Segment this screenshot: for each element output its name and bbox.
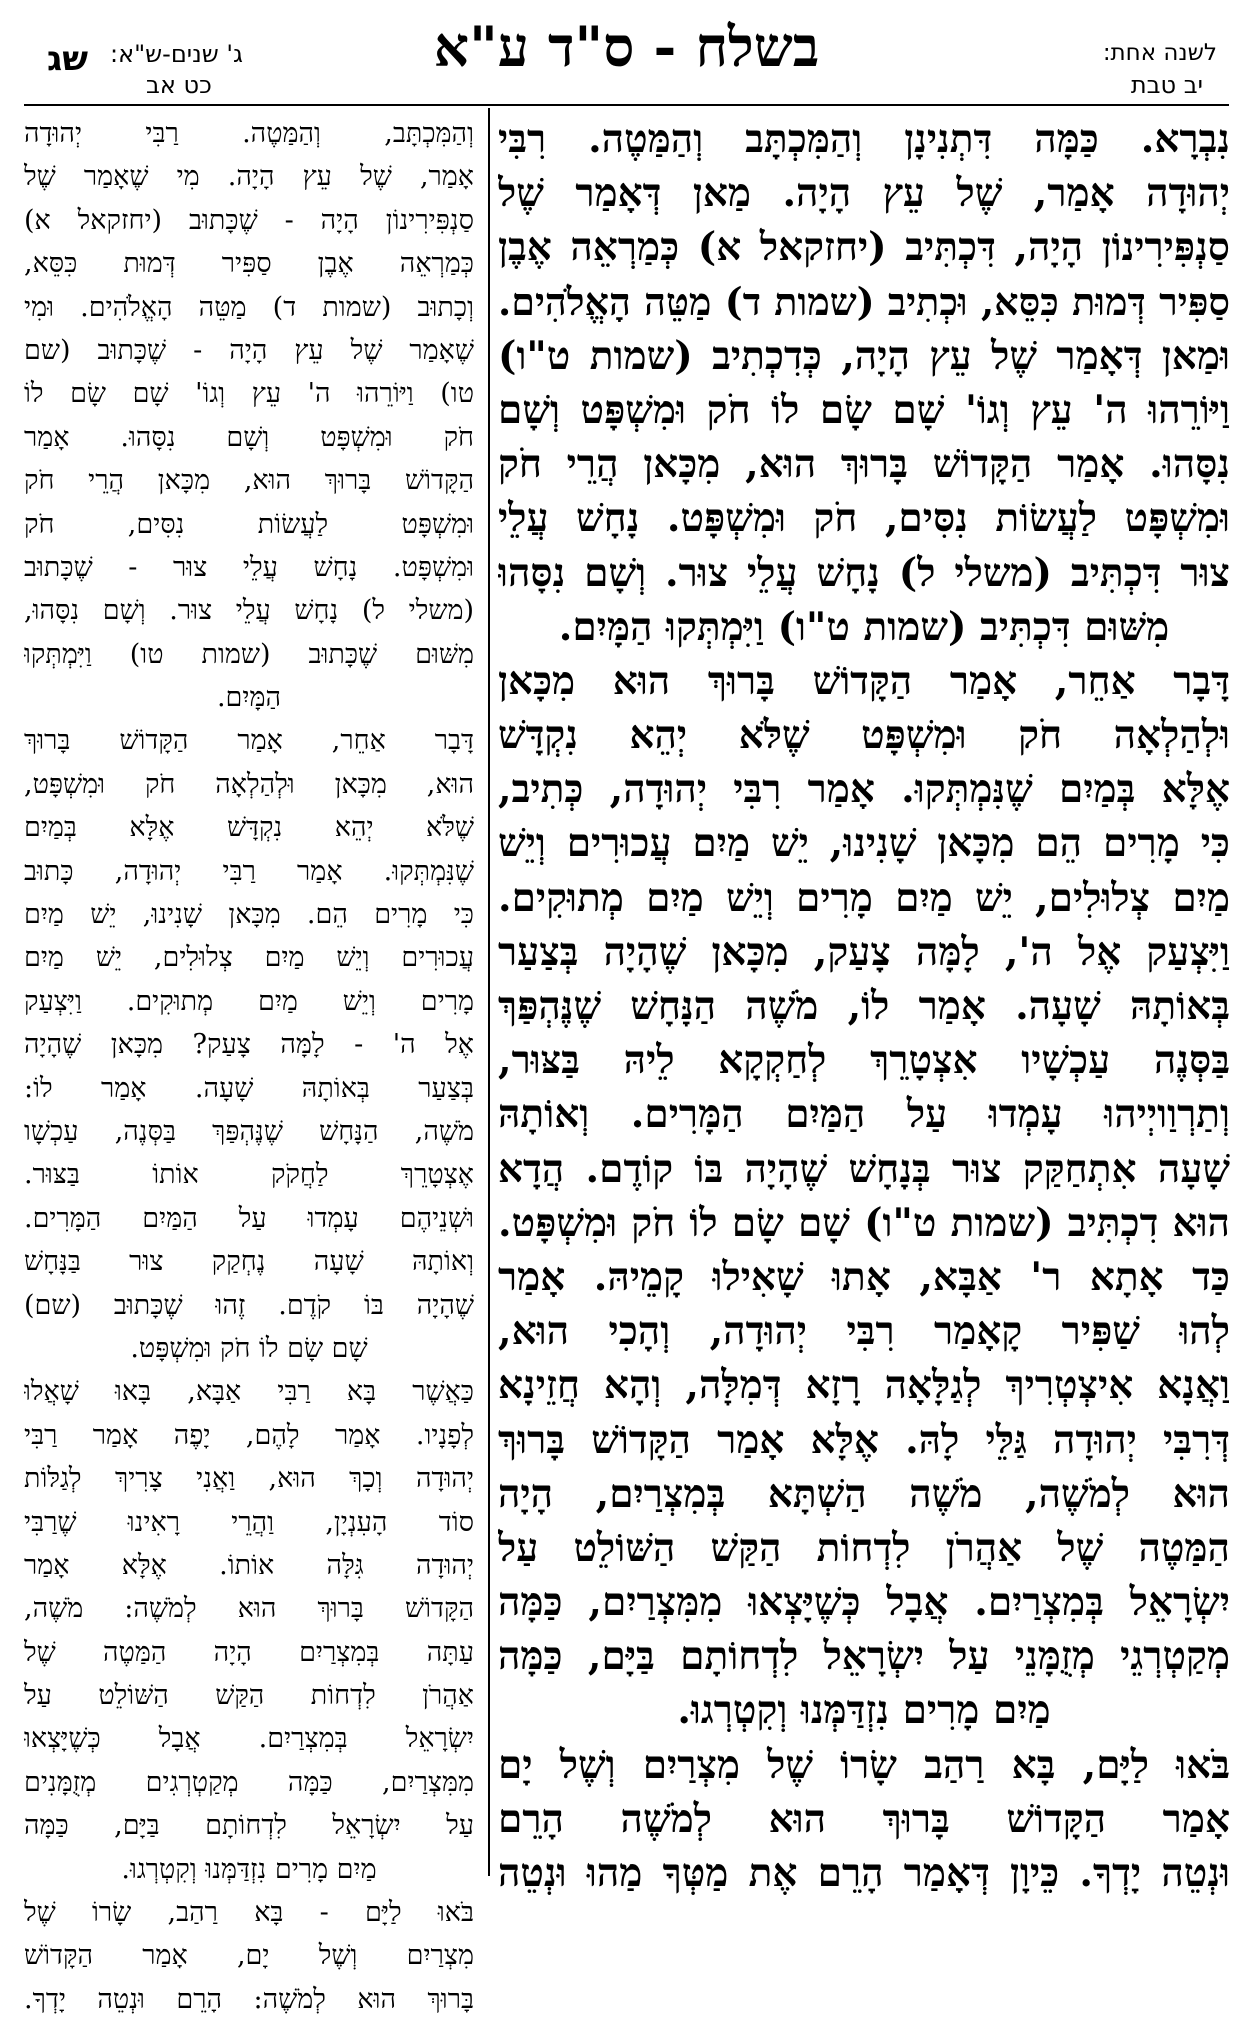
- main-text-line: וְתַרְוַויְיהוּ עָמְדוּ עַל הַמַּיִם הַמָּרִים. וְאוֹתָהּ: [498, 1091, 1230, 1138]
- main-text-line: מְקַטְרְגֵי מְזֻמָּנֵי עַל יִשְׂרָאֵל לִדְחוֹתָם בַּיָּם, כַּמָּה: [498, 1633, 1230, 1680]
- translation-text-line: אַהֲרֹן לִדְחוֹת הַקַּשׁ הַשּׁוֹלֵט עַל: [24, 1680, 474, 1712]
- translation-text-line: מִשּׁוּם שֶׁכָּתוּב (שמות טו) וַיִּמְתְּקוּ: [24, 638, 474, 670]
- translation-text-line: סַנְפִּירִינוֹן הָיָה - שֶׁכָּתוּב (יחזקאל א): [24, 204, 474, 236]
- translation-text-line: מָרִים וְיֵשׁ מַיִם מְתוּקִים. וַיִּצְעַק: [24, 985, 474, 1017]
- main-text-line: צוּר דִּכְתִּיב (משלי ל) נָחָשׁ עֲלֵי צוּר. וְשָׁם נִסָּהוּ: [498, 549, 1230, 596]
- translation-text-line: וּשְׁנֵיהֶם עָמְדוּ עַל הַמַּיִם הַמָּרִים.: [24, 1202, 474, 1234]
- main-text-line: וּמִשְׁפָּט לַעֲשׂוֹת נִסִּים, חֹק וּמִשְׁפָּט. נָחָשׁ עֲלֵי: [498, 495, 1230, 542]
- main-text-line: וּלְהַלְאָה חֹק וּמִשְׁפָּט שֶׁלֹּא יְהֵא נִקְדָּשׁ: [498, 712, 1230, 759]
- translation-text-line: עַל יִשְׂרָאֵל לִדְחוֹתָם בַּיָּם, כַּמָּה: [24, 1810, 474, 1842]
- main-text-line: דְּרִבִּי יְהוּדָה גַּלֵּי לָהּ. אֶלָּא אָמַר הַקָּדוֹשׁ בָּרוּךְ: [498, 1416, 1230, 1463]
- translation-text-line: חֹק וּמִשְׁפָּט וְשָׁם נִסָּהוּ. אָמַר: [24, 421, 474, 453]
- translation-text-line: בְּצַעַר בְּאוֹתָהּ שָׁעָה. אָמַר לוֹ:: [24, 1072, 474, 1104]
- translation-text-line: שֶׁלֹּא יְהֵא נִקְדָּשׁ אֶלָּא בְּמַיִם: [24, 812, 474, 844]
- main-text-line: לְהוּ שַׁפִּיר קָאָמַר רִבִּי יְהוּדָה, וְהָכִי הוּא,: [498, 1308, 1230, 1355]
- translation-text-line: מַיִם מָרִים נִזְדַּמְּנוּ וְקִטְרְגוּ.: [121, 1853, 377, 1885]
- translation-text-line: וְאוֹתָהּ שָׁעָה נֶחְקַק צוּר בַּנָּחָשׁ: [24, 1246, 474, 1278]
- translation-text-line: יִשְׂרָאֵל בְּמִצְרַיִם. אֲבָל כְּשֶׁיָּצְאוּ: [24, 1723, 474, 1755]
- translation-text-line: שֶׁאָמַר שֶׁל עֵץ הָיָה - שֶׁכָּתוּב (שם: [24, 334, 474, 366]
- translation-text-line: בֹּאוּ לַיָּם - בָּא רַהַב, שָׂרוֹ שֶׁל: [24, 1897, 474, 1929]
- main-text-line: יִשְׂרָאֵל בְּמִצְרַיִם. אֲבָל כְּשֶׁיָּצְאוּ מִמִּצְרַיִם, כַּמָּה: [498, 1579, 1230, 1626]
- translation-text-column: [24, 112, 474, 2021]
- main-text-line: וּנְטֵה יָדְךָ. כֵּיוָן דְּאָמַר הָרֵם אֶת מַטְּךָ מַהוּ וּנְטֵה: [498, 1850, 1230, 1896]
- translation-text-line: יְהוּדָה גִּלָּה אוֹתוֹ. אֶלָּא אָמַר: [24, 1549, 474, 1581]
- translation-text-line: וּמִשְׁפָּט לַעֲשׂוֹת נִסִּים, חֹק: [24, 508, 474, 540]
- translation-text-line: מֹשֶׁה, הַנָּחָשׁ שֶׁנֶּהְפַּךְ בַּסְּנֶה, עַכְשָׁו: [24, 1115, 474, 1147]
- translation-text-line: בָּרוּךְ הוּא לְמֹשֶׁה: הָרֵם וּנְטֵה יָדְךָ.: [24, 1983, 474, 2015]
- translation-text-line: שֶׁנִּמְתְּקוּ. אָמַר רַבִּי יְהוּדָה, כָּתוּב: [24, 855, 474, 887]
- translation-text-line: אָמַר, שֶׁל עֵץ הָיָה. מִי שֶׁאָמַר שֶׁל: [24, 161, 474, 193]
- translation-text-line: הַקָּדוֹשׁ בָּרוּךְ הוּא לְמֹשֶׁה: מֹשֶׁה,: [24, 1593, 474, 1625]
- column-divider: [488, 108, 490, 1876]
- translation-text-line: לְפָנָיו. אָמַר לָהֶם, יָפֶה אָמַר רַבִּי: [24, 1419, 474, 1451]
- main-text-line: נִסָּהוּ. אָמַר הַקָּדוֹשׁ בָּרוּךְ הוּא, מִכָּאן הֲרֵי חֹק: [498, 441, 1230, 488]
- header-study-schedule-label: לשנה אחת:: [1102, 40, 1217, 66]
- translation-text-line: כְּמַרְאֵה אֶבֶן סַפִּיר דְּמוּת כִּסֵּא,: [24, 248, 474, 280]
- header-alt-schedule-date: כט אב: [146, 71, 212, 99]
- page-title: בשלח - ס"ד ע"א: [433, 14, 820, 79]
- header-alt-schedule-label: ג' שנים-ש"א:: [110, 40, 243, 68]
- header-divider: [24, 104, 1229, 106]
- main-text-line: מִשּׁוּם דִּכְתִּיב (שמות ט"ו) וַיִּמְתְּקוּ הַמָּיִם.: [558, 603, 1170, 650]
- main-text-line: מַיִם מָרִים נִזְדַּמְּנוּ וְקִטְרְגוּ.: [677, 1687, 1051, 1734]
- translation-text-line: הוּא, מִכָּאן וּלְהַלְאָה חֹק וּמִשְׁפָּט,: [24, 768, 474, 800]
- main-text-line: בֹּאוּ לַיָּם, בָּא רַהַב שָׂרוֹ שֶׁל מִצְרַיִם וְשֶׁל יָם: [498, 1741, 1230, 1788]
- main-text-line: בְּאוֹתָהּ שָׁעָה. אָמַר לוֹ, מֹשֶׁה הַנָּחָשׁ שֶׁנֶּהְפַּךְ: [498, 983, 1230, 1029]
- translation-text-line: דָּבָר אַחֵר, אָמַר הַקָּדוֹשׁ בָּרוּךְ: [24, 725, 474, 757]
- main-text-line: הַמַּטֶה שֶׁל אַהֲרֹן לִדְחוֹת הַקַּשׁ הַשּׁוֹלֵט עַל: [498, 1524, 1230, 1571]
- main-text-line: וּמַאן דְּאָמַר שֶׁל עֵץ הָיָה, כְּדִכְתִיב (שמות ט"ו): [498, 332, 1230, 379]
- header-study-schedule-date: יב טבת: [1130, 71, 1203, 99]
- main-text-line: בַּסְּנֶה עַכְשָׁיו אִצְטָרֵךְ לְחַקְקָא לֵיהּ בַּצּוּר,: [498, 1037, 1230, 1084]
- translation-text-line: שָׁם שָׂם לוֹ חֹק וּמִשְׁפָּט.: [130, 1332, 368, 1364]
- main-text-line: כַּד אָתָא ר' אַבָּא, אָתוּ שָׁאִילוּ קָמֵיהּ. אָמַר: [498, 1253, 1230, 1300]
- main-text-line: כִּי מָרִים הֵם מִכָּאן שָׁנִינוּ, יֵשׁ מַיִם עֲכוּרִים וְיֵשׁ: [498, 820, 1230, 867]
- translation-text-line: עֲכוּרִים וְיֵשׁ מַיִם צְלוּלִים, יֵשׁ מַיִם: [24, 942, 474, 974]
- main-text-line: סַנְפִּירִינוֹן הָיָה, דִּכְתִּיב (יחזקאל א) כְּמַרְאֵה אֶבֶן: [498, 224, 1230, 271]
- main-text-line: מַיִם צְלוּלִים, יֵשׁ מַיִם מָרִים וְיֵשׁ מַיִם מְתוּקִים.: [498, 874, 1230, 921]
- main-text-line: סַפִּיר דְּמוּת כִּסֵּא, וּכְתִיב (שמות ד) מַטֵּה הָאֱלֹהִים.: [498, 278, 1230, 324]
- main-text-line: וַאֲנָא אִיצְטְרִיךְ לְגַלָּאָה רָזָא דְּמִלָּה, וְהָא חֲזֵינָא: [498, 1362, 1230, 1409]
- page-number: שג: [47, 39, 88, 79]
- main-text-line: וַיִּצְעַק אֶל ה', לָמָּה צָעַק, מִכָּאן שֶׁהָיָה בְּצַעַר: [498, 928, 1230, 975]
- translation-text-line: מִצְרַיִם וְשֶׁל יָם, אָמַר הַקָּדוֹשׁ: [24, 1940, 474, 1972]
- translation-text-line: טו) וַיּוֹרֵהוּ ה' עֵץ וְגוֹ' שָׁם שָׂם לוֹ: [24, 378, 474, 410]
- translation-text-line: שֶׁהָיָה בּוֹ קֹדֶם. זֶהוּ שֶׁכָּתוּב (שם): [24, 1289, 474, 1321]
- main-text-line: שָׁעָה אִתְחַקַּק צוּר בְּנָחָשׁ שֶׁהָיָה בּוֹ קוֹדֶם. הֲדָא: [498, 1145, 1230, 1192]
- main-text-column: [498, 112, 1230, 1900]
- main-text-line: דָּבָר אַחֵר, אָמַר הַקָּדוֹשׁ בָּרוּךְ הוּא מִכָּאן: [498, 657, 1230, 704]
- translation-text-line: כִּי מָרִים הֵם. מִכָּאן שָׁנִינוּ, יֵשׁ מַיִם: [24, 899, 474, 931]
- translation-text-line: וְהַמִּכְתָּב, וְהַמַּטֶה. רַבִּי יְהוּדָה: [24, 118, 474, 149]
- main-text-line: נִבְרָא. כַּמָּה דִּתְנִינָן וְהַמִּכְתָּב וְהַמַּטֶה. רִבִּי: [498, 116, 1230, 162]
- translation-text-line: עַתָּה בְּמִצְרַיִם הָיָה הַמַּטֶה שֶׁל: [24, 1636, 474, 1668]
- main-text-line: אָמַר הַקָּדוֹשׁ בָּרוּךְ הוּא לְמֹשֶׁה הָרֵם: [498, 1795, 1230, 1842]
- translation-text-line: כַּאֲשֶׁר בָּא רַבִּי אַבָּא, בָּאוּ שָׁאֲלוּ: [24, 1376, 474, 1408]
- translation-text-line: הַמָּיִם.: [216, 682, 282, 714]
- translation-text-line: וּמִשְׁפָּט. נָחָשׁ עֲלֵי צוּר - שֶׁכָּתוּב: [24, 551, 474, 583]
- main-text-line: וַיּוֹרֵהוּ ה' עֵץ וְגוֹ' שָׁם שָׂם לוֹ חֹק וּמִשְׁפָּט וְשָׁם: [498, 386, 1230, 433]
- translation-text-line: וְכָתוּב (שמות ד) מַטֵּה הָאֱלֹהִים. וּמִי: [24, 291, 474, 323]
- translation-text-line: מִמִּצְרַיִם, כַּמָּה מְקַטְרְגִים מְזֻמָּנִים: [24, 1766, 474, 1798]
- translation-text-line: אֶצְטָרֵךְ לַחֲקֹק אוֹתוֹ בַּצּוּר.: [24, 1159, 474, 1191]
- translation-text-line: (משלי ל) נָחָשׁ עֲלֵי צוּר. וְשָׁם נִסָּהוּ,: [24, 595, 474, 627]
- translation-text-line: יְהוּדָה וְכָךְ הוּא, וַאֲנִי צָרִיךְ לְגַלּוֹת: [24, 1463, 474, 1495]
- translation-text-line: הַקָּדוֹשׁ בָּרוּךְ הוּא, מִכָּאן הֲרֵי חֹק: [24, 465, 474, 497]
- main-text-line: הוּא דִכְתִּיב (שמות ט"ו) שָׁם שָׂם לוֹ חֹק וּמִשְׁפָּט.: [498, 1199, 1230, 1246]
- main-text-line: אֶלָּא בְּמַיִם שֶׁנִּמְתְּקוּ. אָמַר רִבִּי יְהוּדָה, כְּתִיב,: [498, 766, 1230, 813]
- main-text-line: יְהוּדָה אָמַר, שֶׁל עֵץ הָיָה. מַאן דְּאָמַר שֶׁל: [498, 170, 1230, 217]
- translation-text-line: סוֹד הָעִנְיָן, וַהֲרֵי רָאִינוּ שֶׁרַבִּי: [24, 1506, 474, 1538]
- main-text-line: הוּא לְמֹשֶׁה, מֹשֶׁה הַשְׁתָּא בְּמִצְרַיִם, הָיָה: [498, 1470, 1230, 1517]
- translation-text-line: אֶל ה' - לָמָּה צָעַק? מִכָּאן שֶׁהָיָה: [24, 1029, 474, 1061]
